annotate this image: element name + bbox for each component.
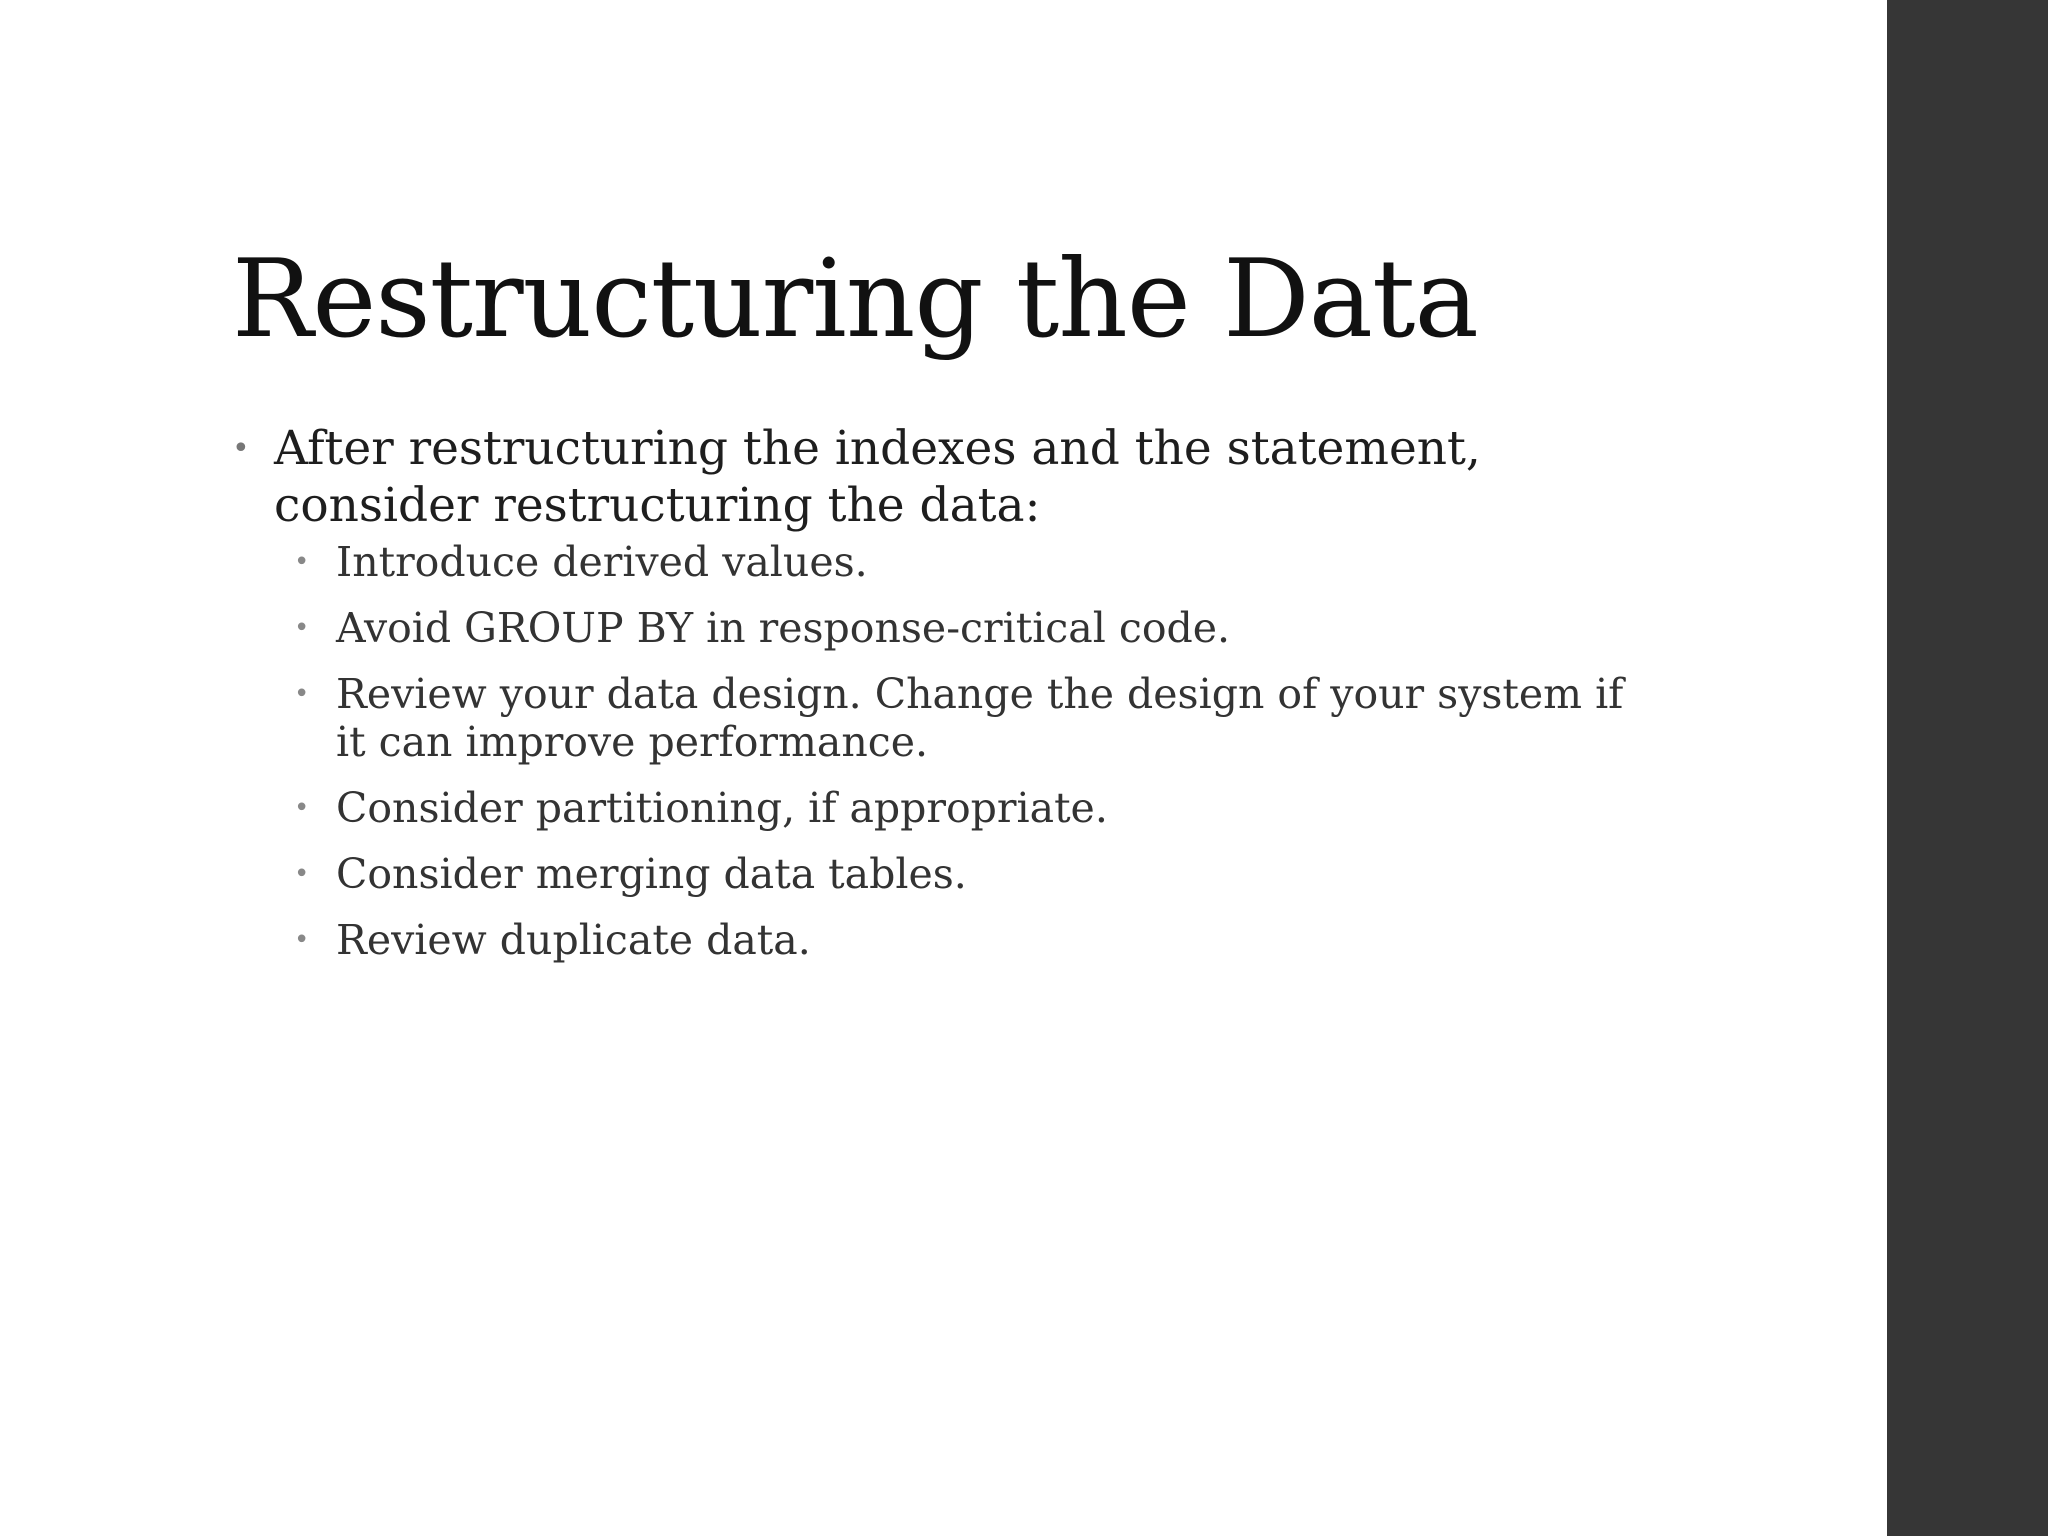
side-bar [1887,0,2048,1536]
bullet-dot-icon: • [294,547,310,577]
sub-bullet-text: Avoid GROUP BY in response-critical code. [336,604,1231,652]
slide-body [232,420,1652,982]
sub-bullet-item [232,604,1652,652]
bullet-item [232,420,1652,534]
sub-bullet-text: Introduce derived values. [336,538,868,586]
bullet-dot-icon: • [294,679,310,709]
sub-bullet-item [232,670,1652,766]
sub-bullet-text: Review your data design. Change the design of your system if it can improve performance. [336,670,1624,766]
bullet-dot-icon: • [294,925,310,955]
slide-title: Restructuring the Data [232,237,1478,362]
sub-bullet-list [232,538,1652,964]
bullet-dot-icon: • [294,613,310,643]
sub-bullet-item [232,916,1652,964]
sub-bullet-text: Consider merging data tables. [336,850,967,898]
bullet-dot-icon: • [232,431,250,466]
bullet-dot-icon: • [294,859,310,889]
sub-bullet-text: Review duplicate data. [336,916,811,964]
sub-bullet-text: Consider partitioning, if appropriate. [336,784,1108,832]
sub-bullet-item [232,784,1652,832]
bullet-text: After restructuring the indexes and the statement, consider restructuring the data: [274,421,1481,533]
sub-bullet-item [232,850,1652,898]
sub-bullet-item [232,538,1652,586]
bullet-dot-icon: • [294,793,310,823]
